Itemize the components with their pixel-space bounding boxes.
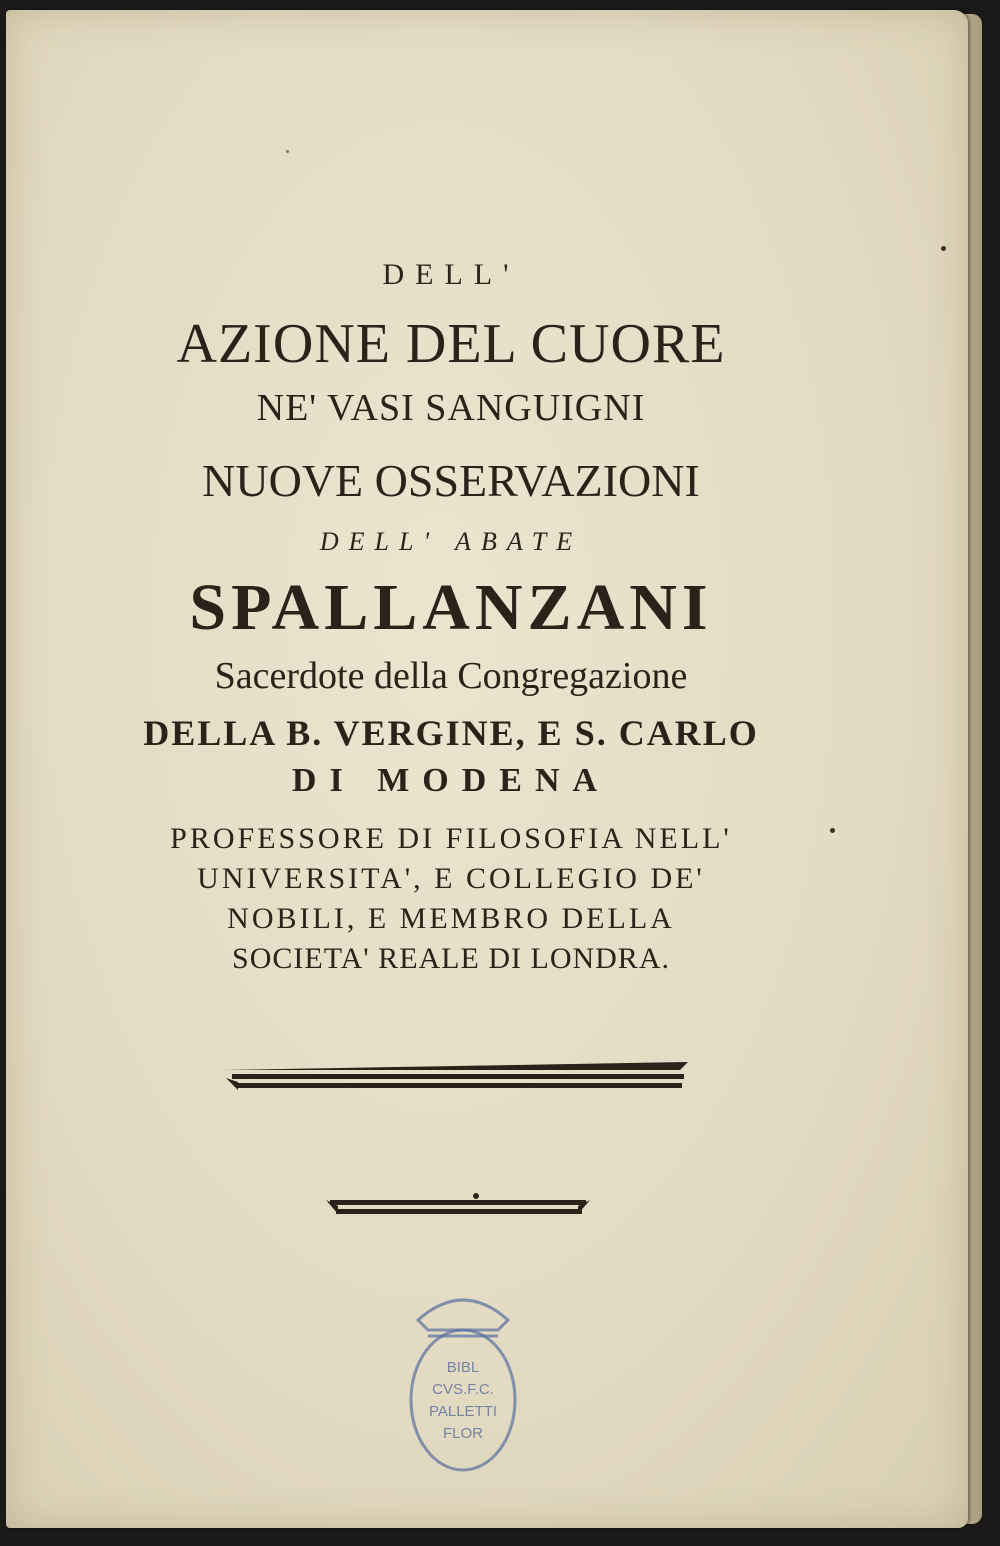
ink-speck <box>941 246 946 251</box>
city-line: DI MODENA <box>291 762 611 799</box>
author-name: SPALLANZANI <box>189 571 713 644</box>
title-line-1: DELL' <box>382 258 520 291</box>
credential-line-4: SOCIETA' REALE DI LONDRA. <box>232 942 670 975</box>
stamp-text-3: PALLETTI <box>428 1403 498 1420</box>
ornamental-rule-lower <box>324 1188 594 1224</box>
congregation-line: DELLA B. VERGINE, E S. CARLO <box>143 713 759 753</box>
credential-line-1: PROFESSORE DI FILOSOFIA NELL' <box>170 822 732 855</box>
title-line-5: DELL' ABATE <box>319 527 583 556</box>
credential-line-2: UNIVERSITA', E COLLEGIO DE' <box>197 862 705 895</box>
ornamental-rule-upper <box>218 1060 698 1100</box>
ink-speck <box>286 150 289 153</box>
stamp-text-4: FLOR <box>442 1425 484 1442</box>
author-role: Sacerdote della Congregazione <box>214 655 688 697</box>
credential-line-3: NOBILI, E MEMBRO DELLA <box>227 902 675 935</box>
title-page <box>6 10 968 1528</box>
title-line-4: NUOVE OSSERVAZIONI <box>202 455 700 506</box>
title-line-2: AZIONE DEL CUORE <box>176 313 726 375</box>
stamp-text-2: CVS.F.C. <box>432 1381 494 1398</box>
library-stamp <box>398 1280 528 1490</box>
stamp-text-1: BIBL <box>446 1359 480 1376</box>
title-line-3: NE' VASI SANGUIGNI <box>256 387 646 429</box>
